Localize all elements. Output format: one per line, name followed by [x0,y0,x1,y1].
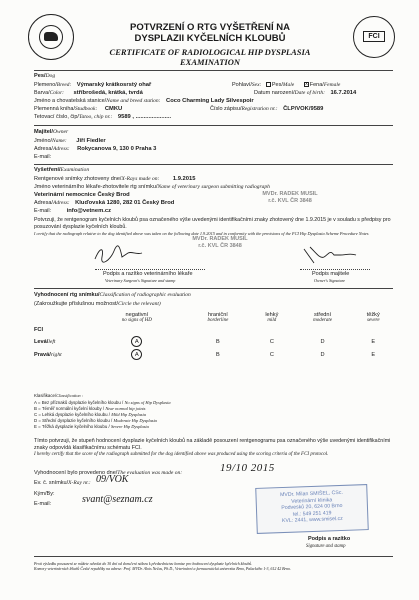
checker-row: Kým/By: [34,491,55,497]
classification-item: C = Lehká dysplazie kyčelního kloubu / Mild Hip Dysplasia [34,412,146,417]
dob-row: Datum narození/Date of birth: 16.7.2014 [254,90,357,96]
dog-section-title: Pes/Dog [34,73,56,79]
document-header [80,22,340,67]
xray-date-row: Rentgenové snímky zhotoveny dne/X-Rays made on: 1.9.2015 [34,176,196,182]
right-grade-b[interactable]: B [216,351,220,358]
fci-logo-text: FCI [363,31,385,42]
divider [34,70,393,71]
vet-signature-label: Podpis a razítko veterinárního lékaře [103,271,193,277]
left-grade-a-circled[interactable]: A [131,336,142,347]
stamp-line: Veterinární klinika [291,496,333,505]
fci-grade-table [34,311,394,361]
dob-value: 16.7.2014 [330,90,357,96]
owner-address-value: Rokycanova 9, 130 0 Praha 3 [77,146,157,152]
stamp-line: MVDr. Milan SMIŠEL, CSc. [279,489,343,499]
vet-signature-line [95,264,205,270]
vet-address-value: Kluďovská 1280, 282 01 Český Brod [75,200,175,206]
right-grade-c[interactable]: C [269,351,274,358]
document-subtitle: CERTIFICATE OF RADIOLOGICAL HIP DYSPLASIA EXAMINATION [109,47,311,67]
divider [34,288,393,289]
eval-email-row: E-mail: [34,501,52,507]
fci-logo-icon [353,16,395,58]
table-row-left [34,335,394,348]
final-certify-en: I hereby certify that the score of the radiograph submitted for the dog identified above was produced using the scoring criteria of the FCI protocol. [34,452,329,457]
evaluator-stamp [255,484,369,534]
tattoo-row: Tetovací číslo, čip/Tatoo, chip nr.: 9589 , ...................... [34,114,172,120]
stamp-line: KVL: 2441, www.smisel.cz [281,515,343,525]
studbook-value: CMKU [104,106,123,112]
classification-item: E = Těžká dysplazie kyčelního kloubu / Severe Hip Dysplasia [34,424,149,429]
xray-number-row: Ev. č. snímku/X-Ray nr.: [34,480,91,486]
owner-name-value: Jiří Fiedler [76,138,106,144]
evaluation-subtitle: (Zakroužkujte příslušnou možnost/Circle the relevant) [34,301,161,307]
col-negative-head: negativní no signs of HD [121,312,152,323]
evaluator-signature-label: Podpis a razítko [308,536,351,542]
col-mild-head: lehký mild [265,312,279,323]
final-certify-cz: Tímto potvrzuji, že stupeň hodnocení dysplazie kyčelních kloubů na základě posouzení rentgenogramu psa označeného výše uvedenými identifikačními znaky odpovídá klasifikačnímu schématu FCI. [34,438,391,451]
certify-text-cz: Potvrzuji, že rentgenogram kyčelních kloubů psa označeného výše uvedenými identifikačními znaky zhotovený dne 1.9.2015 je v souladu s předpisy pro posuzování dysplazie kyčelních kloubů. [34,217,391,230]
evaluation-date-row: Vyhodnocení bylo provedeno dne/The evaluation was made on: [34,470,183,476]
footer-text-cz: Proti výsledku posouzení se můžete odvolat do 30 dní od doručení nálezu k předsednictvu komise pro hodnocení dysplazie kyčelních kloubů. [34,562,253,566]
stamp-line: Podvesků 20, 624 00 Brno [281,502,343,512]
tattoo-value: 9589 , ...................... [117,114,172,120]
vet-stamp-bottom [165,236,275,249]
cmku-logo-icon [28,14,74,60]
vet-stamp-top [240,191,340,204]
evaluator-signature-label-en: Signature and stamp [306,544,346,549]
stamp-number: r.č. KVL ČR 3848 [198,242,242,249]
certify-text-en: I certify that the radiograph relative to the dog identified above was taken on the following date 1.9.2015 and in conformity with the provisions of the FCI Hip Dysplasia Scheme Procedure Notes [34,231,369,236]
vet-signature-label-en: Veterinary Surgeon's Signature and stamp [105,278,176,283]
divider [34,556,393,557]
dog-silhouette-icon [44,32,58,41]
registration-value: ČLP/VOK/9589 [283,106,324,112]
classification-title: Klasifikace/Classification : [34,393,84,398]
vet-label-row: Jméno veterinárního lékaře-zhotovitele rtg snímku/Name of veterinary surgeon submitting radiograph [34,184,270,190]
left-grade-d[interactable]: D [320,338,325,345]
vet-email-value: info@vetnem.cz [66,208,111,214]
evaluation-date-handwritten: 19/10 2015 [220,462,275,474]
owner-name-row: Jméno/Name: Jiří Fiedler [34,138,106,144]
breed-row: Plemeno/Breed: Výmarský krátkosrstý ohař [34,82,152,88]
left-grade-c[interactable]: C [269,338,274,345]
vet-signature [92,243,152,265]
left-grade-e[interactable]: E [371,338,376,345]
fci-label: FCI [34,326,44,333]
classification-item: A = Bez příznaků dysplazie kyčelního kloubu / No signs of Hip Dysplasia [34,400,171,405]
sex-male-checkbox[interactable] [266,82,271,87]
title-line-2: DYSPLAZII KYČELNÍCH KLOUBŮ [134,33,286,44]
divider [34,164,393,165]
divider [34,125,393,126]
table-header-row [34,311,394,324]
color-value: stříbrošedá, krátká, tvrdá [73,90,143,96]
stamp-number: r.č. KVL ČR 3848 [268,197,312,204]
left-hip-label: Levá/left [34,338,56,345]
table-fci-row [34,324,394,335]
vet-email-row: E-mail: info@vetnem.cz [34,208,111,214]
right-hip-label: Pravá/right [34,351,62,358]
stamp-name: MVDr. RADEK MUSIL [192,236,248,242]
right-grade-a-circled[interactable]: A [131,349,142,360]
evaluation-section-title: Vyhodnocení rtg snímku/Classification of radiographic evaluation [34,292,191,298]
exam-section-title: Vyšetření/Examination [34,167,90,173]
owner-signature-label: Podpis majitele [312,271,350,277]
xray-number-handwritten: 09/VOK [96,474,129,485]
dog-name-row: Jméno a chovatelská stanice/Name and breed station: Coco Charming Lady Silvespoir [34,98,254,104]
classification-item: B = Téměř normální kyčelní klouby / Near normal hip joints [34,406,146,411]
owner-signature [300,243,360,265]
vet-name-row [34,192,130,198]
table-row-right [34,348,394,361]
right-grade-d[interactable]: D [320,351,325,358]
owner-section-title: Majitel/Owner [34,129,69,135]
col-borderline-head: hraniční borderline [207,312,229,323]
breed-value: Výmarský krátkosrstý ohař [76,82,152,88]
eval-email-handwritten: svant@seznam.cz [82,494,153,505]
color-row: Barva/Color: stříbrošedá, krátká, tvrdá [34,90,143,96]
left-grade-b[interactable]: B [216,338,220,345]
col-moderate-head: střední moderate [313,312,332,323]
stamp-line: tel.: 549 251 419 [292,509,332,518]
xray-date-value: 1.9.2015 [172,176,196,182]
registration-row: Číslo zápisu/Registration nr.: ČLP/VOK/9589 [210,106,324,112]
sex-row: Pohlaví/Sex: Pes/Male x Fena/Female [232,82,340,88]
vet-address-row: Adresa/Adress: Kluďovská 1280, 282 01 Český Brod [34,200,175,206]
owner-signature-line [300,264,370,270]
stamp-name: MVDr. RADEK MUSIL [262,191,318,197]
col-severe-head: těžký severe [366,312,380,323]
sex-female-checkbox[interactable] [304,82,309,87]
right-grade-e[interactable]: E [371,351,376,358]
owner-email-row: E-mail: [34,154,52,160]
vet-name-value: Veterinární nemocnice Český Brod [34,192,130,198]
dog-name-value: Coco Charming Lady Silvespoir [166,98,254,104]
owner-address-row: Adresa/Adress: Rokycanova 9, 130 0 Praha 3 [34,146,157,152]
footer-text-en: Komory veterinárních lékařů České republiky na adrese: Prof. MVDr. Alois Nečas, Ph.D., Veterinární a farmaceutická univerzita Brno, Palackého 1-3, 612 42 Brno. [34,567,291,571]
owner-signature-label-en: Owner's Signature [314,278,346,283]
title-line-1: POTVRZENÍ O RTG VYŠETŘENÍ NA [130,22,290,33]
studbook-row: Plemenná kniha/Studbook: CMKU [34,106,123,112]
classification-item: D = Střední dysplazie kyčelního kloubu / Moderate Hip Dysplasia [34,418,157,423]
